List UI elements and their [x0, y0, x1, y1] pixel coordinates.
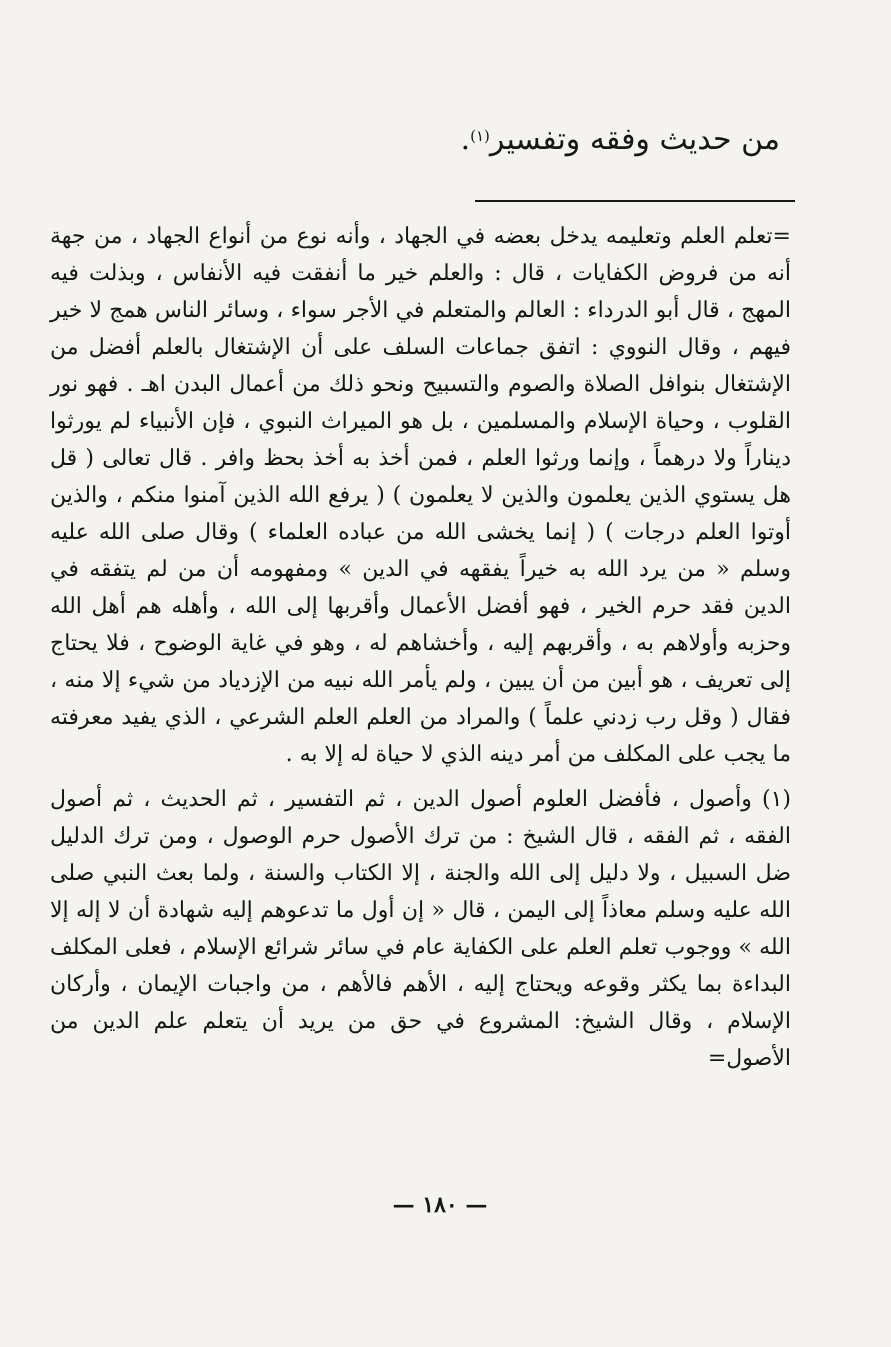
main-text-line: [130, 120, 780, 160]
page-number: — ١٨٠ —: [392, 1192, 488, 1218]
footnote-marker: (١): [470, 127, 490, 145]
footnote-1: (١) وأصول ، فأفضل العلوم أصول الدين ، ثم التفسير ، ثم الحديث ، ثم أصول الفقه ، ثم الفقه ، قال الشيخ : من ترك الأصول حرم الوصول ، ومن ترك الدليل ضل السبيل ، ولا دليل إلى الله والجنة ، إلا الكتاب والسنة ، ولما بعث النبي صلى الله عليه وسلم معاذاً إلى اليمن ، قال « إن أول ما تدعوهم إليه شهادة أن لا إله إلا الله » ووجوب تعلم العلم على الكفاية عام في سائر شرائع الإسلام ، فعلى المكلف البداءة بما يكثر وقوعه ويحتاج إليه ، الأهم فالأهم ، من واجبات الإيمان ، وأركان الإسلام ، وقال الشيخ: المشروع في حق من يريد أن يتعلم علم الدين من الأصول=: [50, 787, 791, 1071]
main-text-end: .: [460, 122, 471, 157]
footnote-continuation: =تعلم العلم وتعليمه يدخل بعضه في الجهاد ، وأنه نوع من أنواع الجهاد ، من جهة أنه من فروض الكفايات ، قال : والعلم خير ما أنفقت فيه الأنفاس ، وبذلت فيه المهج ، قال أبو الدرداء : العالم والمتعلم في الأجر سواء ، وسائر الناس همج لا خير فيهم ، وقال النووي : اتفق جماعات السلف على أن الإشتغال بالعلم أفضل من الإشتغال بنوافل الصلاة والصوم والتسبيح ونحو ذلك من أعمال البدن اهـ . فهو نور القلوب ، وحياة الإسلام والمسلمين ، بل هو الميراث النبوي ، فإن الأنبياء لم يورثوا ديناراً ولا درهماً ، وإنما ورثوا العلم ، فمن أخذ به أخذ بحظ وافر . قال تعالى ( قل هل يستوي الذين يعلمون والذين لا يعلمون ) ( يرفع الله الذين آمنوا منكم ، والذين أوتوا العلم درجات ) ( إنما يخشى الله من عباده العلماء ) وقال صلى الله عليه وسلم « من يرد الله به خيراً يفقهه في الدين » ومفهومه أن من لم يتفقه في الدين فقد حرم الخير ، فهو أفضل الأعمال وأقربها إلى الله ، وأهله هم أهل الله وحزبه وأولاهم به ، وأقربهم إليه ، وأخشاهم له ، وهو في غاية الوضوح ، فلا يحتاج إلى تعريف ، هو أبين من أن يبين ، ولم يأمر الله نبيه من الإزدياد من شيء إلا منه ، فقال ( وقل رب زدني علماً ) والمراد من العلم العلم الشرعي ، الذي يفيد معرفته ما يجب على المكلف من أمر دينه الذي لا حياة له إلا به .: [50, 224, 792, 767]
footnote-divider: [475, 200, 795, 202]
footnotes: [50, 218, 791, 1077]
main-text: من حديث وفقه وتفسير: [489, 122, 780, 157]
